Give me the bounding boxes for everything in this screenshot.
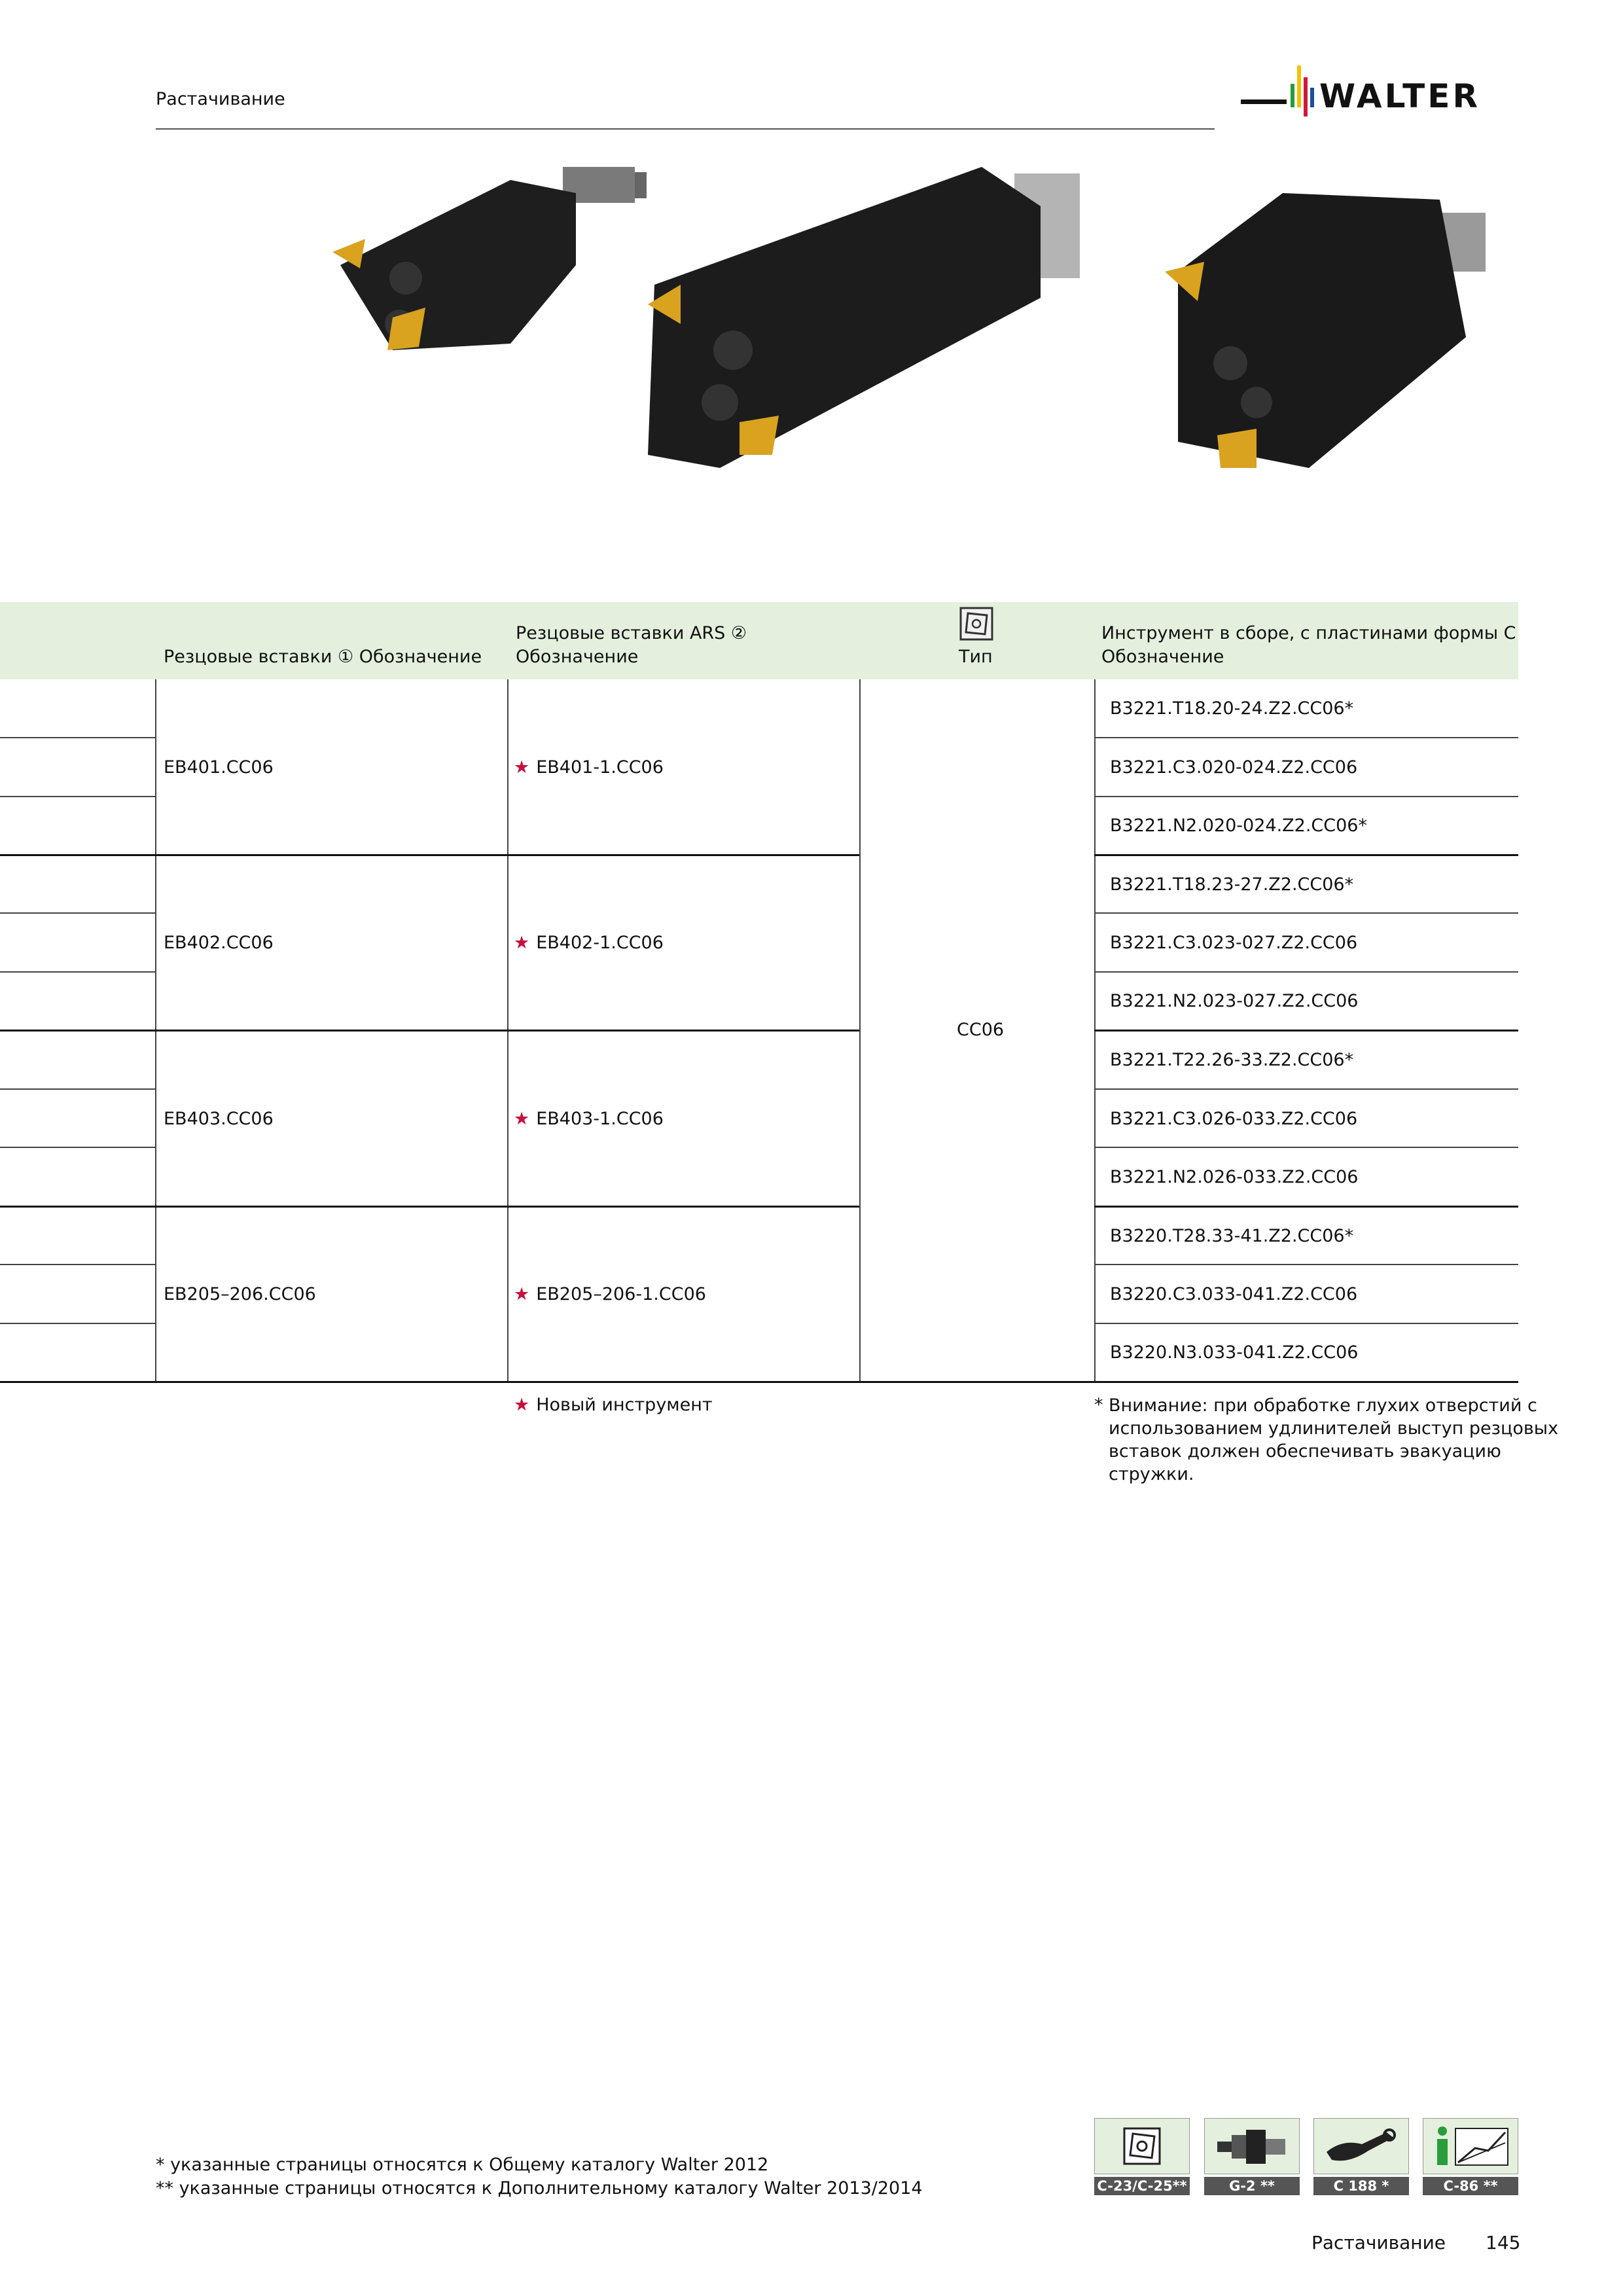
product-photos bbox=[314, 154, 1531, 507]
tool-designation: B3221.T22.26-33.Z2.CC06* bbox=[1110, 1050, 1354, 1070]
col-ars-header-1: Резцовые вставки ARS ② bbox=[516, 623, 747, 643]
insert-designation: EB401.CC06 bbox=[164, 757, 274, 778]
page-number: 145 bbox=[1486, 2232, 1521, 2253]
tool-designation: B3221.T18.23-27.Z2.CC06* bbox=[1110, 874, 1354, 895]
boring-tool-small-image bbox=[332, 167, 647, 350]
new-star-icon: ★ bbox=[514, 1395, 530, 1415]
insert-designation: EB403.CC06 bbox=[164, 1109, 274, 1129]
col-insert-header: Резцовые вставки ① Обозначение bbox=[164, 647, 482, 667]
svg-text:WALTER: WALTER bbox=[1319, 77, 1480, 115]
table-header bbox=[0, 602, 1518, 679]
reference-badge-service[interactable]: C 188 * bbox=[1313, 2118, 1409, 2195]
insert-shape-icon bbox=[959, 606, 994, 641]
ars-designation: ★ EB403-1.CC06 bbox=[514, 1109, 664, 1129]
tool-designation: B3221.C3.023-027.Z2.CC06 bbox=[1110, 933, 1358, 953]
col-tool-header-2: Обозначение bbox=[1101, 647, 1224, 667]
reference-badge-technical-info[interactable]: C-86 ** bbox=[1423, 2118, 1518, 2195]
wrench-hand-icon bbox=[1323, 2126, 1400, 2166]
tool-designation: B3221.T18.20-24.Z2.CC06* bbox=[1110, 698, 1354, 719]
new-star-icon: ★ bbox=[514, 757, 530, 778]
new-star-icon: ★ bbox=[514, 1284, 530, 1304]
ars-designation: ★ EB401-1.CC06 bbox=[514, 757, 664, 778]
tool-designation: B3221.C3.026-033.Z2.CC06 bbox=[1110, 1109, 1358, 1129]
tool-designation: B3220.T28.33-41.Z2.CC06* bbox=[1110, 1226, 1354, 1246]
insert-type: CC06 bbox=[957, 1020, 1005, 1040]
ars-designation: ★ EB402-1.CC06 bbox=[514, 933, 664, 953]
tool-designation: B3221.N2.023-027.Z2.CC06 bbox=[1110, 991, 1359, 1011]
insert-designation: EB205–206.CC06 bbox=[164, 1284, 316, 1304]
col-ars-header-2: Обозначение bbox=[516, 647, 639, 667]
tool-designation: B3220.N3.033-041.Z2.CC06 bbox=[1110, 1342, 1359, 1363]
insert-designation: EB402.CC06 bbox=[164, 933, 274, 953]
reference-badge-insert[interactable]: C-23/C-25** bbox=[1094, 2118, 1190, 2195]
new-star-icon: ★ bbox=[514, 933, 530, 953]
walter-logo bbox=[1241, 62, 1520, 130]
tool-designation: B3221.C3.020-024.Z2.CC06 bbox=[1110, 757, 1358, 778]
tool-designation: B3221.N2.026-033.Z2.CC06 bbox=[1110, 1167, 1359, 1187]
new-star-icon: ★ bbox=[514, 1109, 530, 1129]
adapter-icon bbox=[1216, 2127, 1288, 2166]
new-tool-note: ★ Новый инструмент bbox=[514, 1395, 713, 1415]
footer-section: Растачивание bbox=[1311, 2232, 1446, 2253]
col-type-header: Тип bbox=[959, 647, 993, 667]
boring-tool-wide-image bbox=[1165, 193, 1486, 468]
warning-note: Внимание: при обработке глухих отверстий с использованием удлинителей выступ резцовых вставок должен обеспечивать эвакуацию стружки. bbox=[1109, 1395, 1559, 1484]
tool-designation: B3221.N2.020-024.Z2.CC06* bbox=[1110, 816, 1367, 836]
warning-star: * bbox=[1094, 1395, 1103, 1415]
ars-designation: ★ EB205–206-1.CC06 bbox=[514, 1284, 706, 1304]
insert-icon bbox=[1122, 2126, 1162, 2166]
header-divider bbox=[156, 128, 1215, 130]
col-tool-header-1: Инструмент в сборе, с пластинами формы C bbox=[1101, 623, 1516, 643]
footnote-general-catalog: * указанные страницы относятся к Общему каталогу Walter 2012 bbox=[156, 2155, 769, 2175]
reference-badge-adapter[interactable]: G-2 ** bbox=[1204, 2118, 1300, 2195]
tool-designation: B3220.C3.033-041.Z2.CC06 bbox=[1110, 1284, 1358, 1304]
footnote-supplement-catalog: ** указанные страницы относятся к Дополнительному каталогу Walter 2013/2014 bbox=[156, 2178, 923, 2198]
boring-tool-long-image bbox=[648, 167, 1080, 468]
section-title: Растачивание bbox=[156, 89, 285, 109]
info-chart-icon bbox=[1429, 2125, 1513, 2168]
